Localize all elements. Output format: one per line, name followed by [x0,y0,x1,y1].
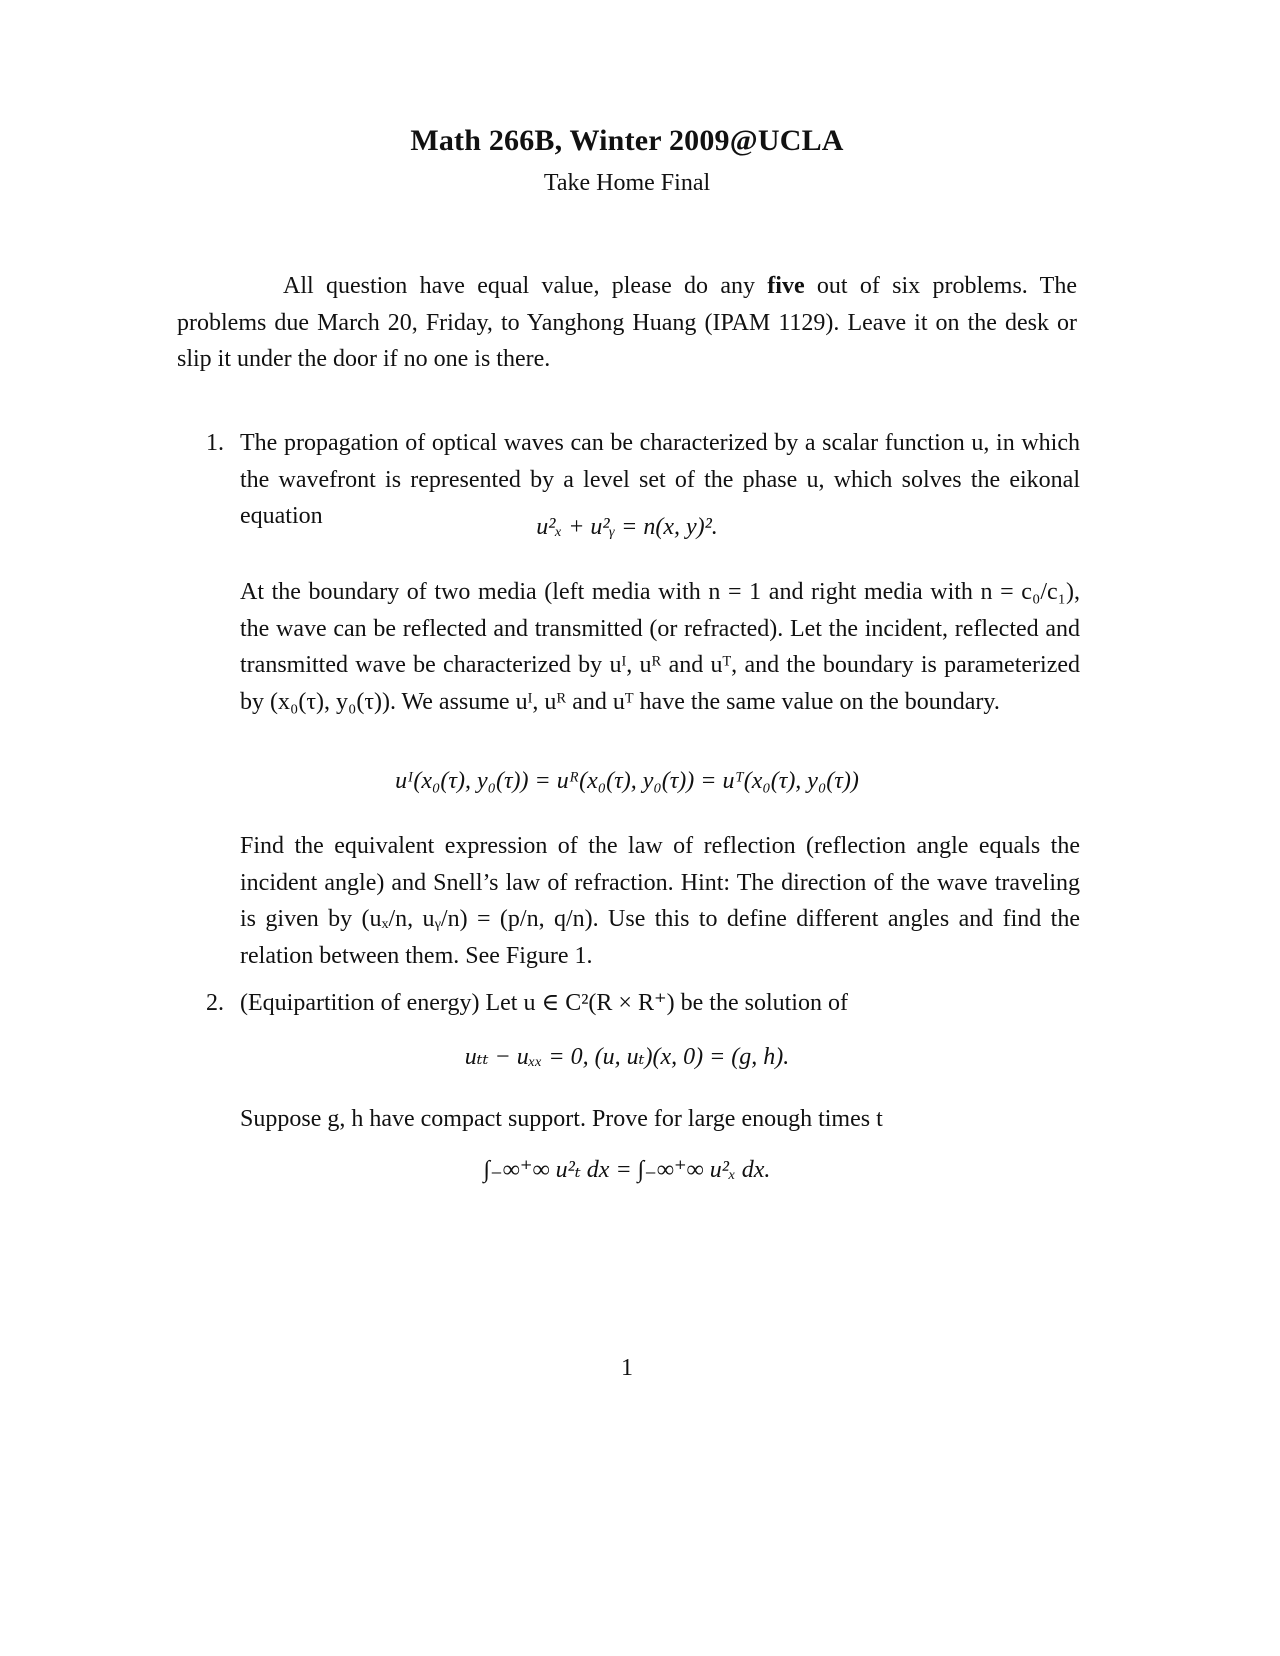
wave-equation-text: uₜₜ − uₓₓ = 0, (u, uₜ)(x, 0) = (g, h). [464,1044,790,1070]
instructions-paragraph [177,268,1077,378]
page-number: 1 [621,1355,633,1381]
problem-1-paragraph-2 [240,574,1080,720]
eikonal-equation [0,514,1254,541]
problem-1-paragraph-3 [240,828,1080,974]
energy-equation [0,1155,1254,1184]
document-title: Math 266B, Winter 2009@UCLA [410,124,844,157]
problem-2-text-2: Suppose g, h have compact support. Prove for large enough times t [240,1106,883,1132]
problem-1-number: 1. [206,430,224,456]
problem-1-text-2: At the boundary of two media (left media with n = 1 and right media with n = c₀/c₁), the wave can be reflected and transmitted (or refracted). Let the incident, reflected and transmitted wave be characterized by uᴵ, uᴿ and uᵀ, and the boundary is parameterized by (x₀(τ), y₀(τ)). We assume uᴵ, uᴿ and uᵀ have the same value on the boundary. [240,579,1080,715]
document-subtitle: Take Home Final [543,170,711,196]
energy-equation-text: ∫₋∞⁺∞ u²ₜ dx = ∫₋∞⁺∞ u²ₓ dx. [483,1157,771,1183]
instructions-text-start: All question have equal value, please do any [283,273,768,299]
instructions-bold-word: five [767,273,805,299]
boundary-equation-text: uᴵ(x₀(τ), y₀(τ)) = uᴿ(x₀(τ), y₀(τ)) = uᵀ(x₀(τ), y₀(τ)) [395,768,859,794]
problem-1-text-3: Find the equivalent expression of the law of reflection (reflection angle equals the incident angle) and Snell’s law of refraction. Hint: The direction of the wave traveling is given by (uₓ/n, uᵧ/n) = (p/n, q/n). Use this to define different angles and find the relation between them. See Figure 1. [240,833,1080,969]
problem-2-text-1: (Equipartition of energy) Let u ∈ C²(R × R⁺) be the solution of [240,990,848,1016]
instructions-text-end: out of six problems. The problems due March 20, Friday, to Yanghong Huang (IPAM 1129). Leave it on the desk or slip it under the door if no one is there. [177,273,1077,372]
wave-equation [0,1042,1254,1071]
problem-2-paragraph-1 [206,985,1080,1022]
problem-2-number: 2. [206,990,224,1016]
eikonal-equation-text: u²ₓ + u²ᵧ = n(x, y)². [536,514,718,540]
boundary-equation [0,768,1254,795]
problem-1-text-1: The propagation of optical waves can be characterized by a scalar function u, in which the wavefront is represented by a level set of the phase u, which solves the eikonal equation [240,430,1080,529]
problem-2-paragraph-2 [240,1101,1080,1138]
